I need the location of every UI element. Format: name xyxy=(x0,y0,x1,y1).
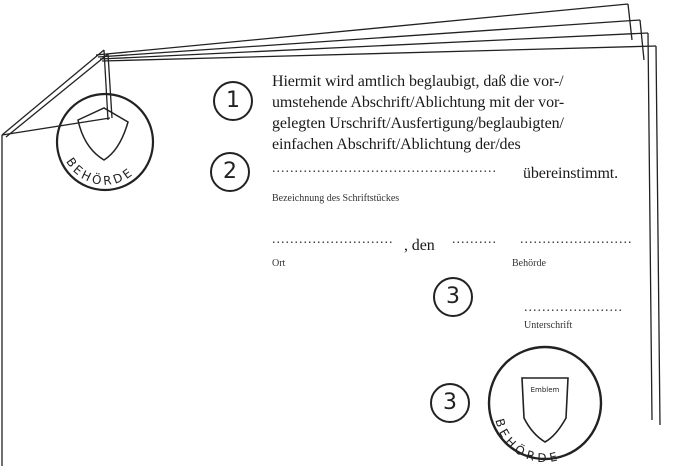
certification-line-1: Hiermit wird amtlich beglaubigt, daß die vor-/ xyxy=(272,73,564,90)
official-stamp-left xyxy=(57,94,153,190)
marker-2: 2 xyxy=(210,152,250,192)
document-name-label: Bezeichnung des Schriftstückes xyxy=(272,193,400,204)
stamp-left-text: BEHÖRDE xyxy=(63,155,137,189)
certification-line-3: gelegten Urschrift/Ausfertigung/beglaubigten/ xyxy=(272,115,564,132)
marker-3-signature: 3 xyxy=(433,277,473,317)
svg-text:BEHÖRDE xyxy=(63,155,137,188)
behoerde-label: Behörde xyxy=(512,258,546,269)
document-name-line: .................................................. xyxy=(272,161,497,176)
marker-1: 1 xyxy=(213,81,253,121)
certification-line-2: umstehende Abschrift/Ablichtung mit der vor- xyxy=(272,94,565,111)
signature-dotted-line: ...................... xyxy=(524,300,623,315)
official-stamp-right xyxy=(489,347,601,465)
den-text: , den xyxy=(404,237,435,254)
marker-3-stamp: 3 xyxy=(430,383,470,423)
ort-label: Ort xyxy=(272,258,286,269)
behoerde-dotted-line: ......................... xyxy=(520,232,633,247)
certification-suffix: übereinstimmt. xyxy=(523,165,619,182)
certification-line-4: einfachen Abschrift/Ablichtung der/des xyxy=(272,136,521,153)
ort-dotted-line: ........................... xyxy=(272,232,394,247)
date-dotted-line: .......... xyxy=(452,232,497,247)
signature-label: Unterschrift xyxy=(524,320,573,331)
stamp-emblem-text: Emblem xyxy=(530,386,560,394)
stamp-right-text: BEHÖRDE xyxy=(492,416,563,466)
